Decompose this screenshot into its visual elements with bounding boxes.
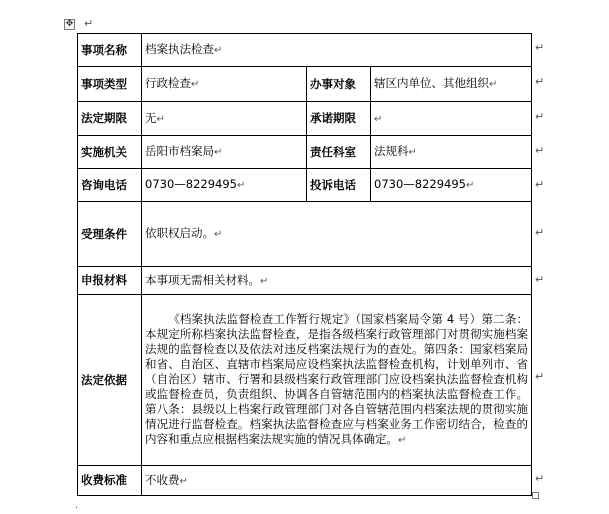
row-end-mark-icon: ↵: [535, 75, 545, 88]
complaint-value: 0730—8229495: [374, 177, 466, 191]
cell-mark-icon: ↵: [214, 45, 223, 56]
table-row: [78, 136, 532, 169]
dept-value: 法规科: [374, 144, 409, 158]
table-row: [78, 67, 532, 102]
dept-cell[interactable]: [371, 136, 532, 169]
table-row: [78, 34, 532, 67]
row-end-mark-icon: ↵: [535, 273, 545, 286]
paragraph-mark-icon: ↵: [84, 17, 94, 30]
materials-value: 本事项无需相关材料。: [145, 272, 260, 287]
cell-mark-icon: ↵: [214, 229, 223, 240]
item-name-value: 档案执法检查: [145, 42, 214, 56]
table-row: [78, 202, 532, 267]
cell-mark-icon: ↵: [465, 180, 475, 191]
materials-cell[interactable]: [142, 267, 532, 295]
complaint-cell[interactable]: [371, 169, 532, 202]
table-row: [78, 295, 532, 466]
table-move-handle[interactable]: [64, 19, 75, 30]
dept-label: 责任科室: [307, 136, 371, 169]
row-end-mark-icon: ↵: [535, 472, 545, 485]
cell-mark-icon: ↵: [489, 79, 498, 90]
item-type-value: 行政检查: [145, 76, 191, 90]
row-end-mark-icon: ↵: [535, 110, 545, 123]
item-type-cell[interactable]: [142, 67, 307, 102]
fee-cell[interactable]: [142, 466, 532, 496]
target-cell[interactable]: [371, 67, 532, 102]
basis-cell[interactable]: [142, 295, 532, 466]
target-label: 办事对象: [307, 67, 371, 102]
condition-cell[interactable]: [142, 202, 532, 267]
basis-label: 法定依据: [78, 295, 142, 466]
condition-label: 受理条件: [78, 202, 142, 267]
consult-label: 咨询电话: [78, 169, 142, 202]
promise-label: 承诺期限: [307, 102, 371, 136]
row-end-mark-icon: ↵: [535, 144, 545, 157]
basis-value: 《档案执法监督检查工作暂行规定》（国家档案局令第 4 号）第二条：本规定所称档案执法监督检查，是指各级档案行政管理部门对贯彻实施档案法规的监督检查以及依法对违反档案法规行为的查处。第四条：国家档案局和省、自治区、直辖市档案局应设档案执法监督检查机构，计划单列市、省（自治区）辖市、行署和县级档案行政管理部门应设档案执法监督检查机构或监督检查员，负责组织、协调各自管辖范围内的档案执法监督检查工作。第八条：县级以上档案行政管理部门对各自管辖范围内档案法规的贯彻实施情况进行监督检查。档案执法监督检查应与档案业务工作密切结合，检查的内容和重点应根据档案法规实施的情况具体确定。: [145, 312, 529, 446]
agency-label: 实施机关: [78, 136, 142, 169]
table-row: [78, 466, 532, 496]
deadline-label: 法定期限: [78, 102, 142, 136]
row-end-mark-icon: ↵: [535, 178, 545, 191]
consult-cell[interactable]: [142, 169, 307, 202]
cell-mark-icon: ↵: [408, 147, 417, 158]
deadline-cell[interactable]: [142, 102, 307, 136]
table-row: [78, 169, 532, 202]
item-name-cell[interactable]: [142, 34, 532, 67]
cell-mark-icon: ↵: [398, 435, 407, 446]
fee-value: 不收费: [145, 472, 180, 487]
cell-mark-icon: ↵: [260, 275, 269, 287]
cell-mark-icon: ↵: [191, 79, 200, 90]
deadline-value: 无: [145, 110, 157, 125]
table-resize-handle[interactable]: [532, 492, 539, 499]
table-row: [78, 102, 532, 136]
fee-label: 收费标准: [78, 466, 142, 496]
agency-value: 岳阳市档案局: [145, 144, 214, 158]
cell-mark-icon: ↵: [179, 475, 188, 487]
cell-mark-icon: ↵: [374, 113, 383, 125]
condition-value: 依职权启动。: [145, 226, 214, 240]
paragraph-mark-icon: .: [75, 500, 79, 511]
target-value: 辖区内单位、其他组织: [374, 76, 489, 90]
cell-mark-icon: ↵: [236, 180, 246, 191]
consult-value: 0730—8229495: [145, 177, 237, 191]
document-table: [77, 33, 532, 496]
cell-mark-icon: ↵: [156, 113, 165, 125]
row-end-mark-icon: ↵: [535, 226, 545, 239]
materials-label: 申报材料: [78, 267, 142, 295]
agency-cell[interactable]: [142, 136, 307, 169]
row-end-mark-icon: ↵: [535, 41, 545, 54]
item-name-label: 事项名称: [78, 34, 142, 67]
four-way-arrow-icon: ✥: [65, 19, 74, 29]
cell-mark-icon: ↵: [214, 147, 223, 158]
promise-cell[interactable]: [371, 102, 532, 136]
complaint-label: 投诉电话: [307, 169, 371, 202]
table-row: [78, 267, 532, 295]
item-type-label: 事项类型: [78, 67, 142, 102]
row-end-mark-icon: ↵: [535, 370, 545, 383]
